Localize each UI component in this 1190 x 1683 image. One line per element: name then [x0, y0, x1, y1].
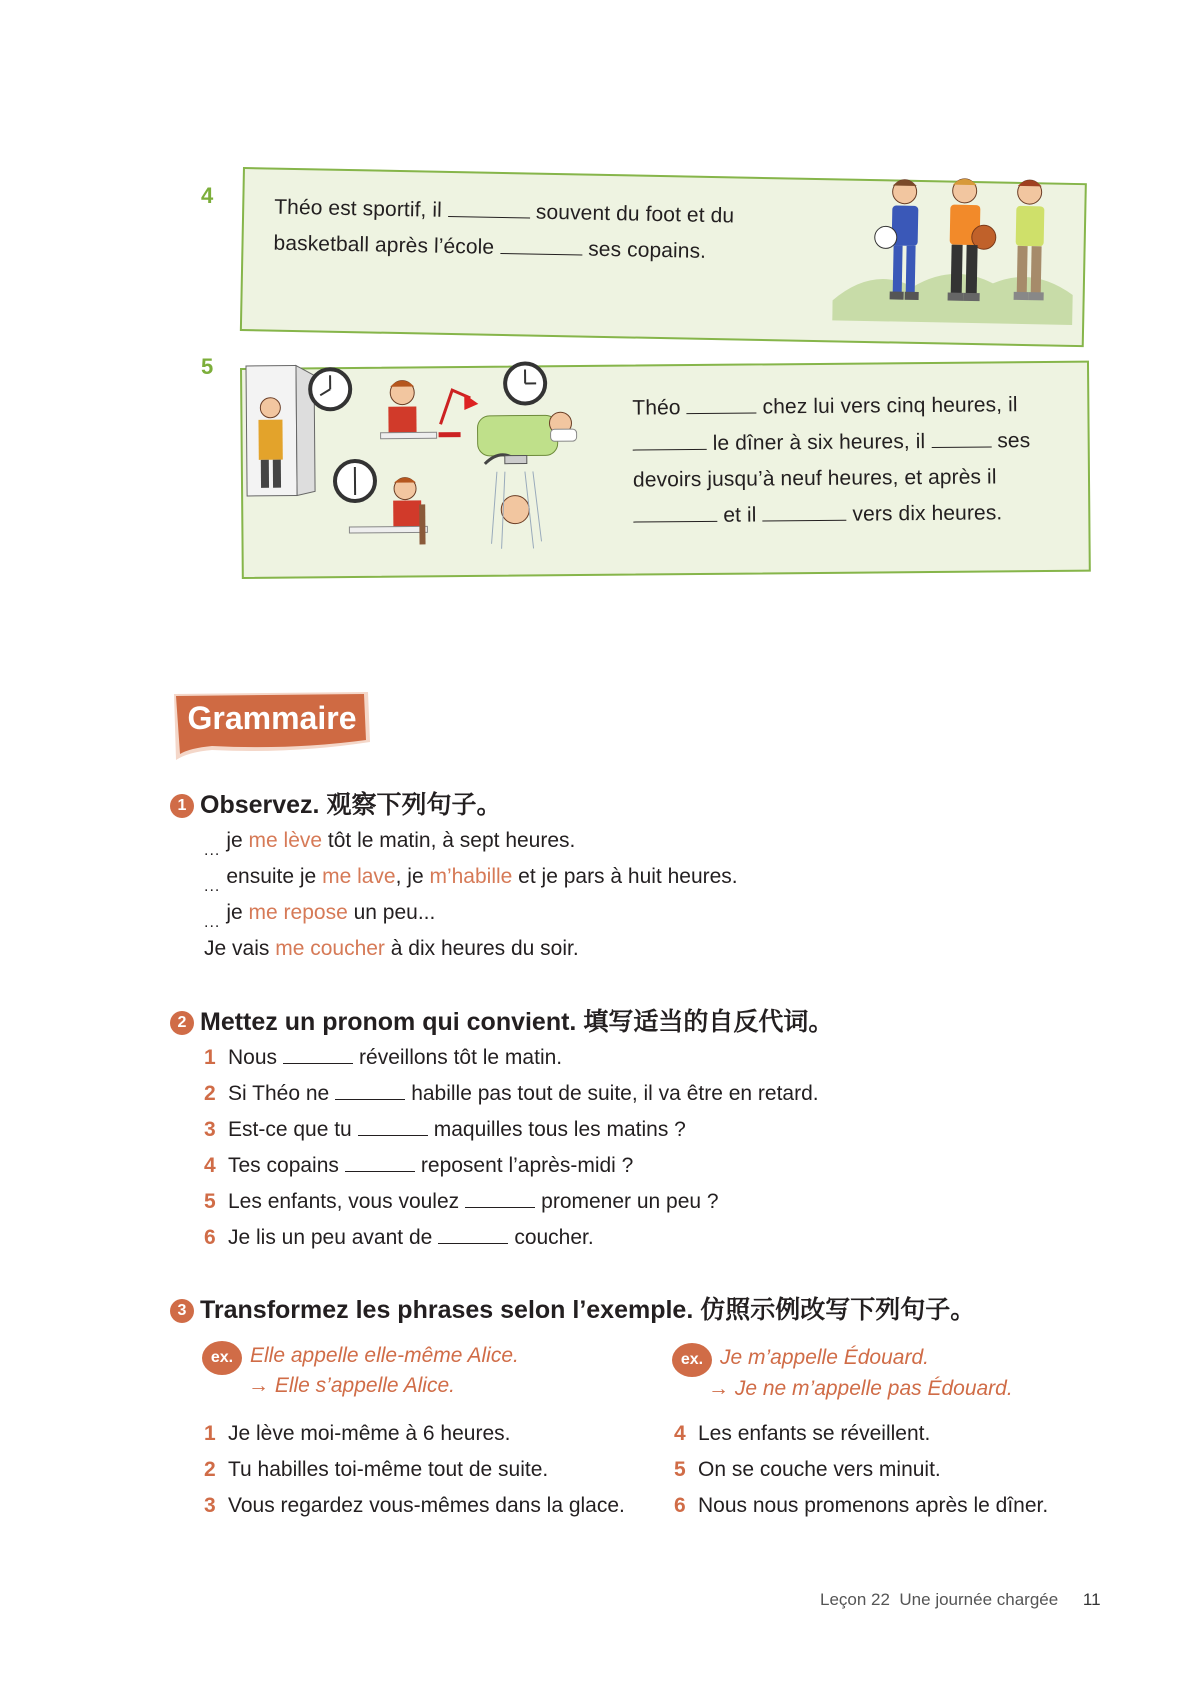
- exercise-4-line-1: Théo est sportif, il souvent du foot et du: [274, 195, 735, 228]
- grammaire-title: Grammaire: [187, 700, 357, 736]
- page-number: 11: [1082, 1590, 1101, 1609]
- lesson-title: Une journée chargée: [899, 1590, 1059, 1609]
- blank[interactable]: [500, 235, 582, 256]
- blank[interactable]: [633, 503, 717, 523]
- pronoun-item-6: 6 Je lis un peu avant de coucher.: [204, 1226, 594, 1249]
- pronoun-item-3: 3 Est-ce que tu maquilles tous les matins ?: [204, 1118, 686, 1141]
- transform-item-1: 1 Je lève moi-même à 6 heures.: [204, 1422, 511, 1445]
- section-2: [170, 1002, 1070, 1256]
- pronoun-item-2: 2 Si Théo ne habille pas tout de suite, il va être en retard.: [204, 1082, 819, 1105]
- section-2-title: 2 Mettez un pronom qui convient. 填写适当的自反代词。: [170, 1002, 1070, 1038]
- example-badge: ex.: [672, 1343, 712, 1377]
- pronoun-item-4: 4 Tes copains reposent l’après-midi ?: [204, 1154, 634, 1177]
- blank[interactable]: [465, 1189, 535, 1208]
- pronoun-item-1: 1 Nous réveillons tôt le matin.: [204, 1046, 563, 1069]
- exercise-5-line-3: devoirs jusqu’à neuf heures, et après il: [632, 465, 997, 492]
- exercise-4-text: [273, 190, 754, 271]
- section-number-badge: 2: [170, 1011, 194, 1035]
- transform-item-3: 3 Vous regardez vous-mêmes dans la glace.: [204, 1494, 625, 1517]
- exercise-4-box: [240, 167, 1087, 347]
- transform-items-left: [204, 1416, 644, 1524]
- pronoun-item-5: 5 Les enfants, vous voulez promener un peu ?: [204, 1190, 719, 1213]
- section-3-title: 3 Transformez les phrases selon l’exemple. 仿照示例改写下列句子。: [170, 1290, 1090, 1326]
- blank[interactable]: [358, 1117, 428, 1136]
- blank[interactable]: [438, 1225, 508, 1244]
- lesson-number: Leçon 22: [820, 1590, 890, 1609]
- exercise-5-line-4: et il vers dix heures.: [633, 495, 1063, 535]
- blank[interactable]: [687, 394, 757, 414]
- grammaire-tab: [172, 690, 372, 756]
- daily-routine-illustration: [242, 353, 624, 571]
- blank[interactable]: [345, 1153, 415, 1172]
- blank[interactable]: [931, 428, 991, 448]
- section-1-title: 1 Observez. 观察下列句子。: [170, 785, 1070, 821]
- transform-item-5: 5 On se couche vers minuit.: [674, 1458, 941, 1481]
- observe-line-2: $_{...}$ ensuite je me lave, je m’habille et je pars à huit heures.: [204, 865, 738, 895]
- exercise-5-text: [632, 387, 1063, 535]
- exercise-4-line-2: basketball après l’école ses copains.: [273, 231, 707, 263]
- section-1: [170, 785, 1070, 967]
- blank[interactable]: [448, 198, 530, 219]
- blank[interactable]: [762, 502, 846, 522]
- boys-playing-illustration: [832, 170, 1080, 340]
- observe-line-1: $_{...}$ je me lève tôt le matin, à sept heures.: [204, 829, 576, 859]
- observe-line-3: $_{...}$ je me repose un peu...: [204, 901, 436, 931]
- section-number-badge: 1: [170, 794, 194, 818]
- observe-line-4: Je vais me coucher à dix heures du soir.: [204, 937, 579, 960]
- blank[interactable]: [335, 1081, 405, 1100]
- exercise-number-4: 4: [201, 183, 214, 208]
- section-3: [170, 1290, 1090, 1326]
- example-right: ex. Je m’appelle Édouard. → Je ne m’appelle pas Édouard.: [672, 1342, 1112, 1404]
- exercise-number-5: 5: [201, 354, 214, 379]
- exercise-5-line-2: le dîner à six heures, il ses: [633, 423, 1063, 463]
- example-badge: ex.: [202, 1341, 242, 1375]
- blank[interactable]: [633, 431, 707, 451]
- transform-item-6: 6 Nous nous promenons après le dîner.: [674, 1494, 1049, 1517]
- blank[interactable]: [283, 1045, 353, 1064]
- page-footer: [820, 1590, 1101, 1610]
- section-number-badge: 3: [170, 1299, 194, 1323]
- exercise-5-box: [240, 361, 1091, 579]
- transform-items-right: [674, 1416, 1094, 1524]
- transform-item-2: 2 Tu habilles toi-même tout de suite.: [204, 1458, 549, 1481]
- exercise-5-line-1: Théo chez lui vers cinq heures, il: [632, 393, 1018, 420]
- example-left: ex. Elle appelle elle-même Alice. → Elle s’appelle Alice.: [202, 1340, 642, 1400]
- transform-item-4: 4 Les enfants se réveillent.: [674, 1422, 931, 1445]
